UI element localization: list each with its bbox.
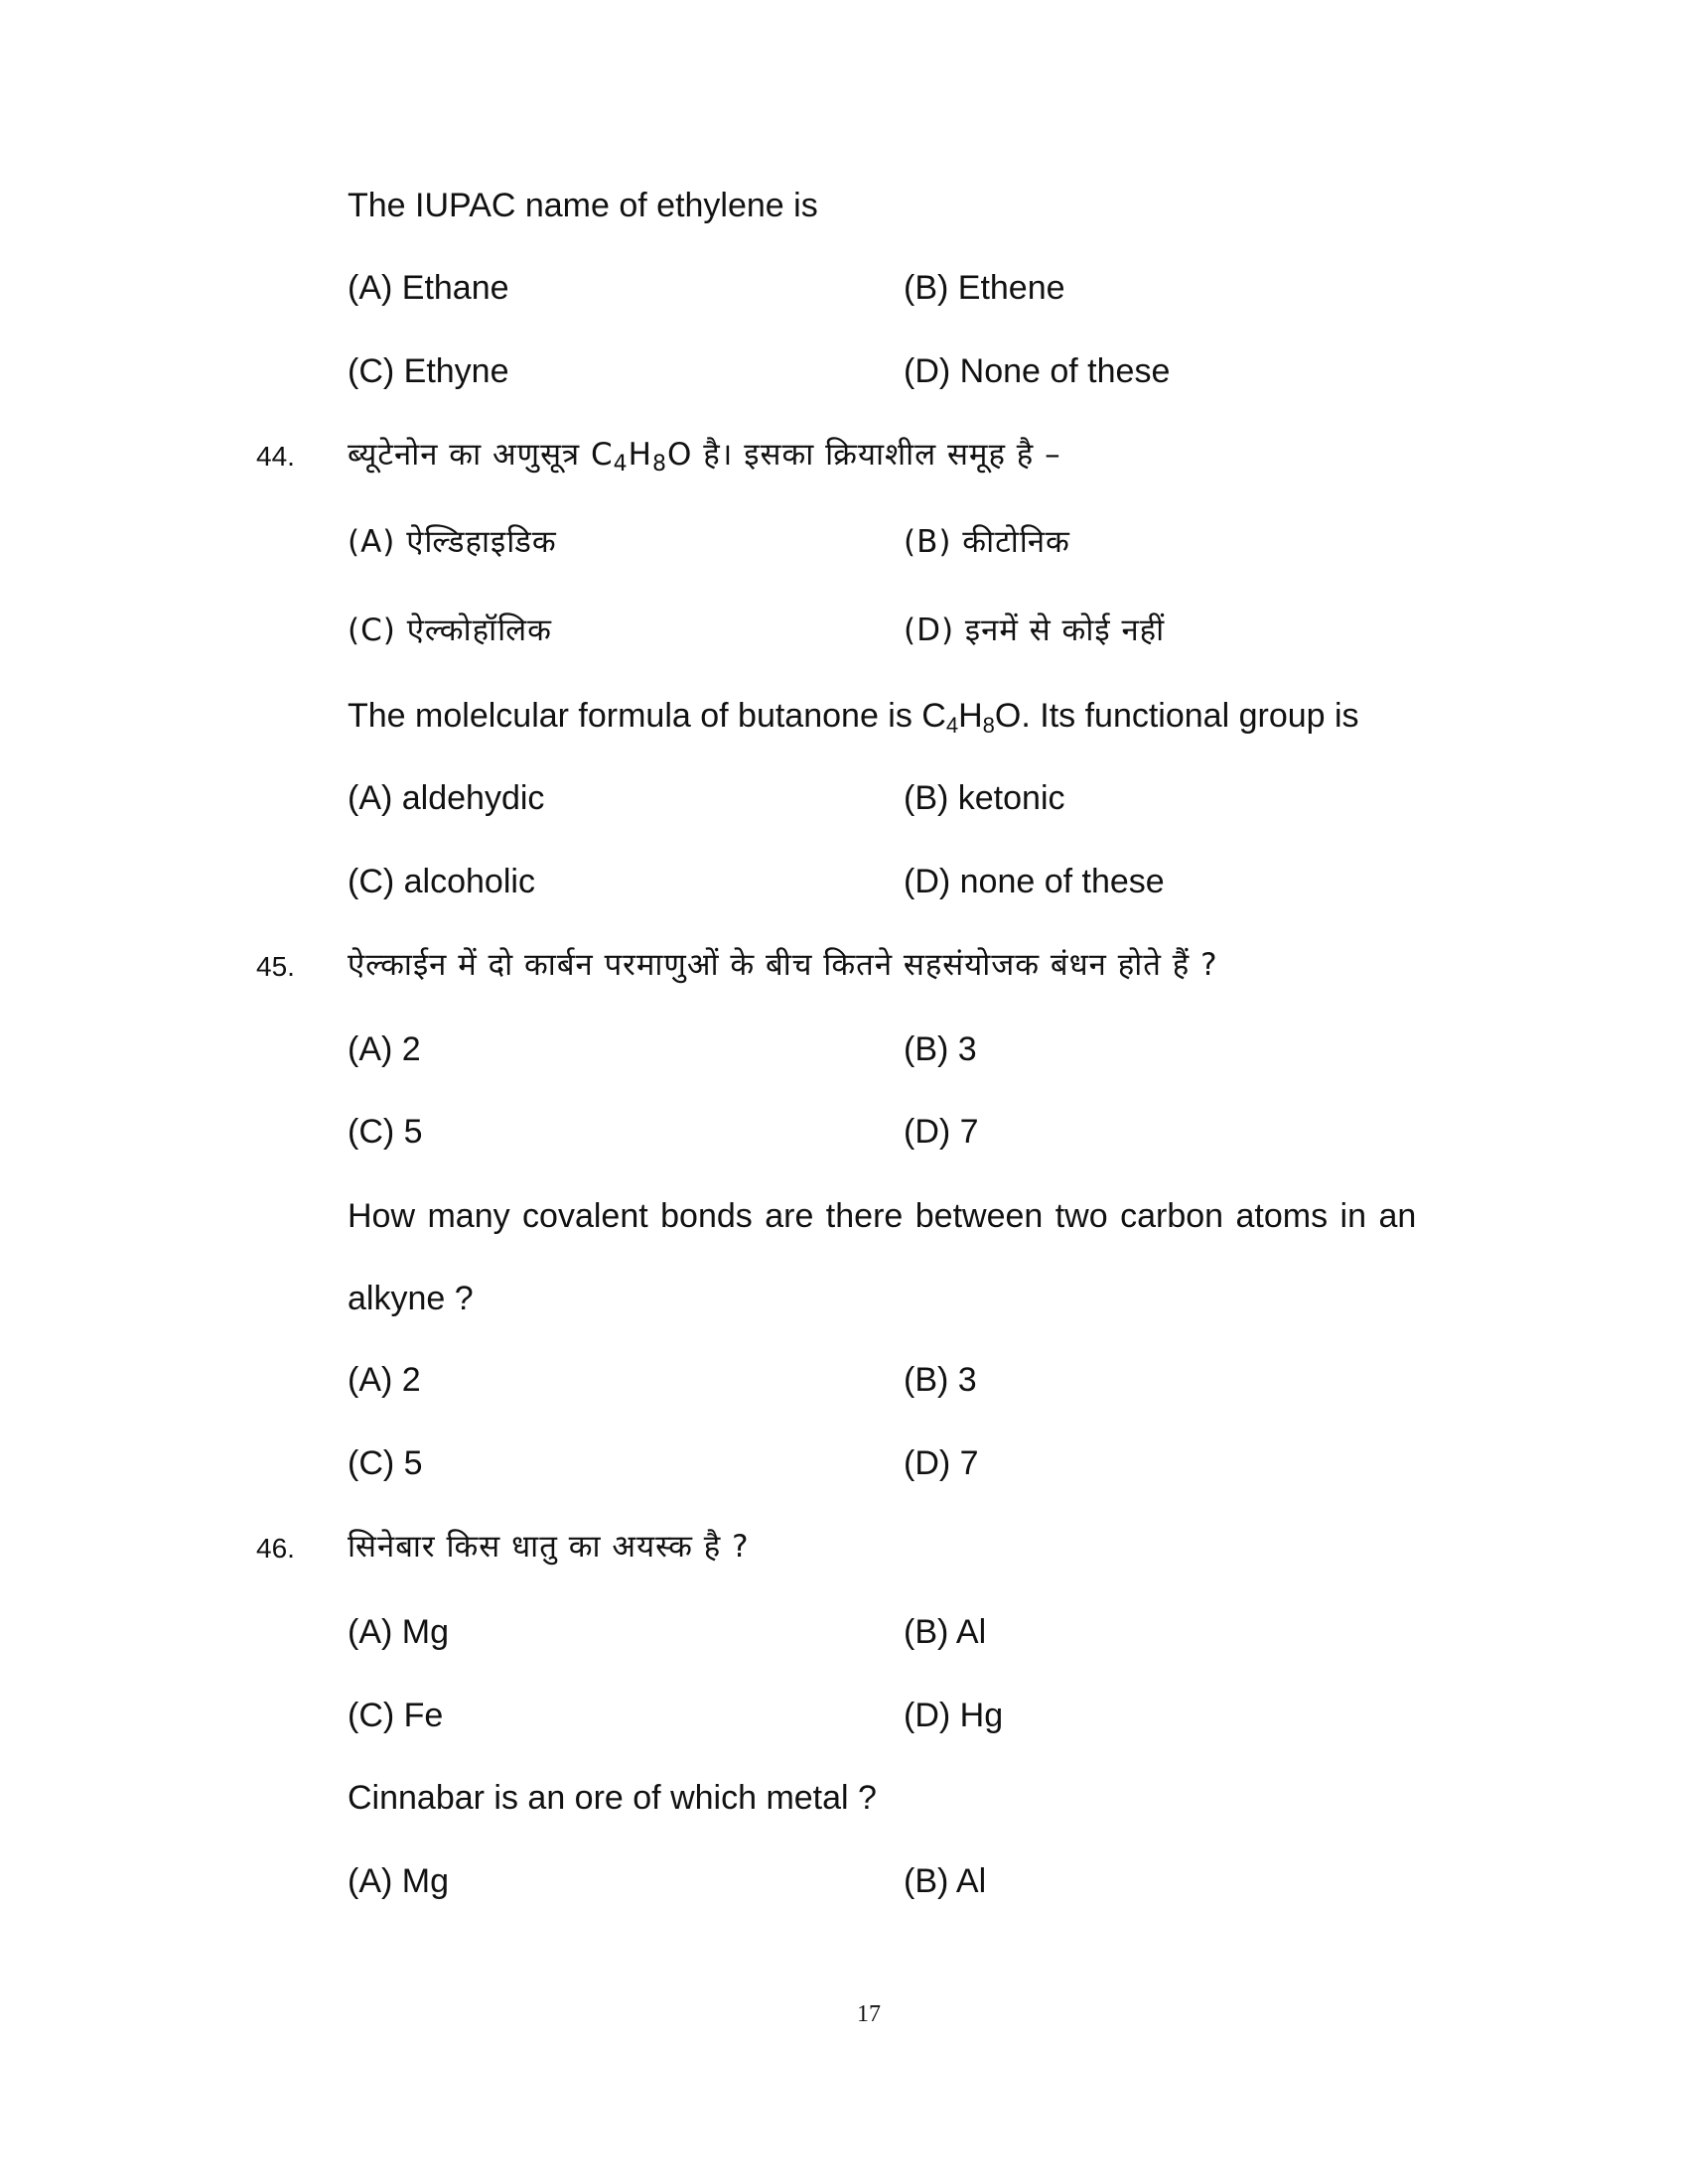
q45-en-option-b: (B) 3 [904,1361,977,1399]
q46-en-option-b: (B) Al [904,1862,987,1900]
q44-en-option-c: (C) alcoholic [348,863,535,900]
question-45-english-text-line2: alkyne ? [348,1280,474,1317]
q44-en-text-pre: The molelcular formula of butanone is C [348,697,946,735]
q45-en-option-d: (D) 7 [904,1444,979,1482]
question-46-hindi-text: सिनेबार किस धातु का अयस्क है ? [348,1529,750,1565]
q44-hi-text-post: O है। इसका क्रियाशील समूह है – [666,437,1061,473]
q45-en-option-c: (C) 5 [348,1444,423,1482]
q44-en-sub-8: 8 [982,713,995,738]
question-43-english-text: The IUPAC name of ethylene is [348,187,818,224]
q43-option-b: (B) Ethene [904,269,1065,307]
q46-hi-option-c: (C) Fe [348,1697,444,1734]
question-44-english-text [348,691,1359,741]
q46-hi-option-a: (A) Mg [348,1613,449,1651]
q45-hi-option-c: (C) 5 [348,1113,423,1151]
q46-hi-option-b: (B) Al [904,1613,987,1651]
q44-hi-sub-4: 4 [613,452,629,477]
q44-en-option-a: (A) aldehydic [348,779,545,817]
q44-en-text-post: O. Its functional group is [994,697,1359,735]
q44-hi-option-d: (D) इनमें से कोई नहीं [904,613,1166,648]
q44-hi-option-b: (B) कीटोनिक [904,524,1070,560]
q44-hi-option-a: (A) ऐल्डिहाइडिक [348,524,557,560]
question-45-number: 45. [256,951,295,982]
q46-en-option-a: (A) Mg [348,1862,449,1900]
q45-hi-option-d: (D) 7 [904,1113,979,1151]
q44-en-option-d: (D) none of these [904,863,1165,900]
q44-en-h: H [958,697,983,735]
question-45-english-text-line1: How many covalent bonds are there between two carbon atoms in an [348,1197,1417,1235]
q45-hi-option-a: (A) 2 [348,1030,421,1068]
question-46-english-text: Cinnabar is an ore of which metal ? [348,1779,877,1817]
q44-hi-sub-8: 8 [651,452,667,477]
q44-hi-option-c: (C) ऐल्कोहॉलिक [348,613,552,648]
question-44-number: 44. [256,441,295,472]
q44-en-option-b: (B) ketonic [904,779,1065,817]
question-46-number: 46. [256,1533,295,1564]
q43-option-c: (C) Ethyne [348,352,509,390]
page-number: 17 [857,2001,881,2027]
question-44-hindi-text [348,430,1061,479]
q43-option-a: (A) Ethane [348,269,509,307]
q43-option-d: (D) None of these [904,352,1171,390]
q44-en-sub-4: 4 [945,713,959,738]
q44-hi-text-pre: ब्यूटेनोन का अणुसूत्र C [348,437,614,473]
q46-hi-option-d: (D) Hg [904,1697,1004,1734]
q44-hi-h: H [628,437,652,473]
question-45-hindi-text: ऐल्काईन में दो कार्बन परमाणुओं के बीच कितने सहसंयोजक बंधन होते हैं ? [348,947,1218,983]
q45-en-option-a: (A) 2 [348,1361,421,1399]
q45-hi-option-b: (B) 3 [904,1030,977,1068]
